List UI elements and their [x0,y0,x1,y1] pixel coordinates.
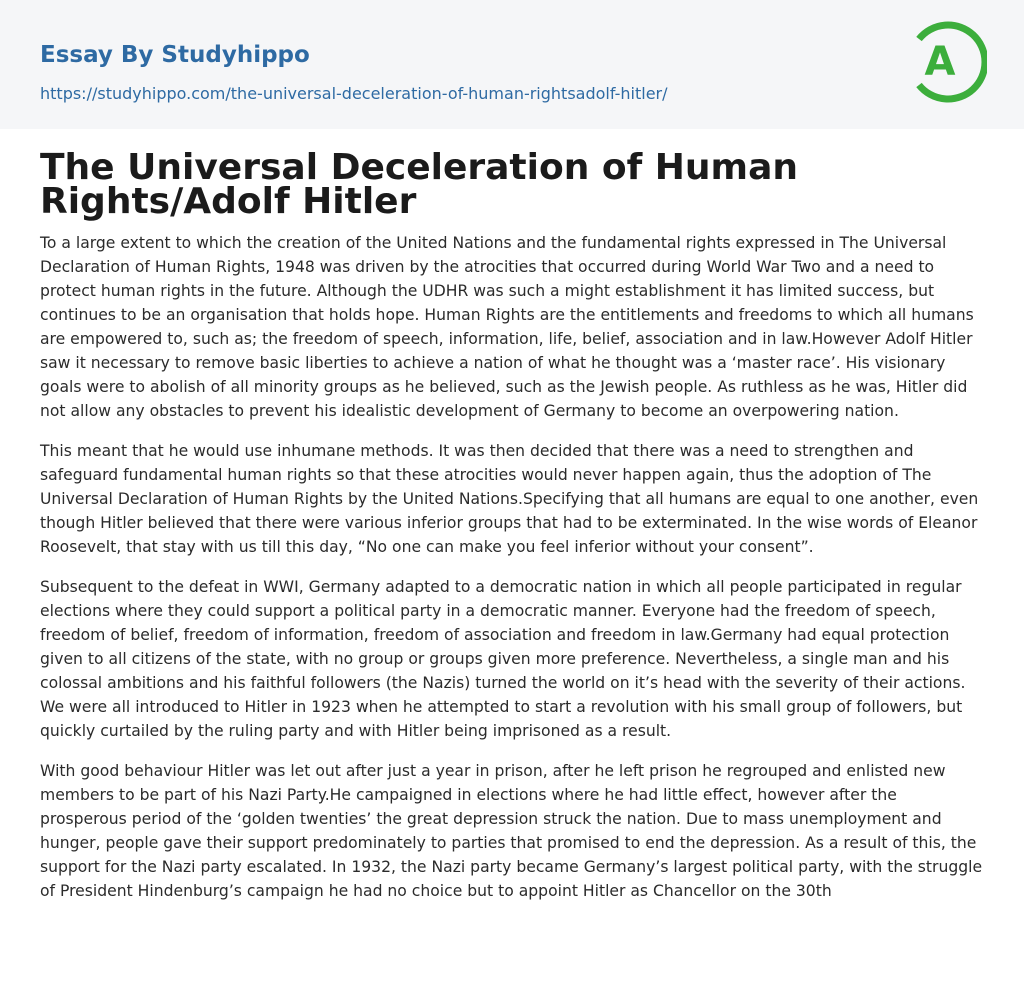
article [0,147,1024,903]
article-paragraph: Subsequent to the defeat in WWI, Germany adapted to a democratic nation in which all people participated in regular elections where they could support a political party in a democratic manner. Everyone had the freedom of speech, freedom of belief, freedom of information, freedom of association and freedom in law.Germany had equal protection given to all citizens of the state, with no group or groups given more preference. Nevertheless, a single man and his colossal ambitions and his faithful followers (the Nazis) turned the world on it’s head with the severity of their actions. We were all introduced to Hitler in 1923 when he attempted to start a revolution with his small group of followers, but quickly curtailed by the ruling party and with Hitler being imprisoned as a result. [40,578,966,740]
article-paragraph: To a large extent to which the creation of the United Nations and the fundamental rights expressed in The Universal Declaration of Human Rights, 1948 was driven by the atrocities that occurred during World War Two and a need to protect human rights in the future. Although the UDHR was such a might establishment it has limited success, but continues to be an organisation that holds hope. Human Rights are the entitlements and freedoms to which all humans are empowered to, such as; the freedom of speech, information, life, belief, association and in law.However Adolf Hitler saw it necessary to remove basic liberties to achieve a nation of what he thought was a ‘master race’. His visionary goals were to abolish of all minority groups as he believed, such as the Jewish people. As ruthless as he was, Hitler did not allow any obstacles to prevent his idealistic development of Germany to become an overpowering nation. [40,234,974,420]
studyhippo-logo-icon[interactable] [911,18,987,106]
article-paragraph: This meant that he would use inhumane methods. It was then decided that there was a need to strengthen and safeguard fundamental human rights so that these atrocities would never happen again, thus the adoption of The Universal Declaration of Human Rights by the United Nations.Specifying that all humans are equal to one another, even though Hitler believed that there were various inferior groups that had to be exterminated. In the wise words of Eleanor Roosevelt, that stay with us till this day, “No one can make you feel inferior without your consent”. [40,442,979,556]
logo-ring-icon [911,18,987,106]
article-title: The Universal Deceleration of Human Rights/Adolf Hitler [40,147,798,222]
site-header [0,0,1024,129]
logo-letter: A [924,39,956,85]
site-brand[interactable]: Essay By Studyhippo [40,42,310,68]
page-url-link[interactable]: https://studyhippo.com/the-universal-deceleration-of-human-rightsadolf-hitler/ [40,84,668,103]
article-paragraph: With good behaviour Hitler was let out after just a year in prison, after he left prison he regrouped and enlisted new members to be part of his Nazi Party.He campaigned in elections where he had little effect, however after the prosperous period of the ‘golden twenties’ the great depression struck the nation. Due to mass unemployment and hunger, people gave their support predominately to parties that promised to end the depression. As a result of this, the support for the Nazi party escalated. In 1932, the Nazi party became Germany’s largest political party, with the struggle of President Hindenburg’s campaign he had no choice but to appoint Hitler as Chancellor on the 30th [40,762,983,900]
